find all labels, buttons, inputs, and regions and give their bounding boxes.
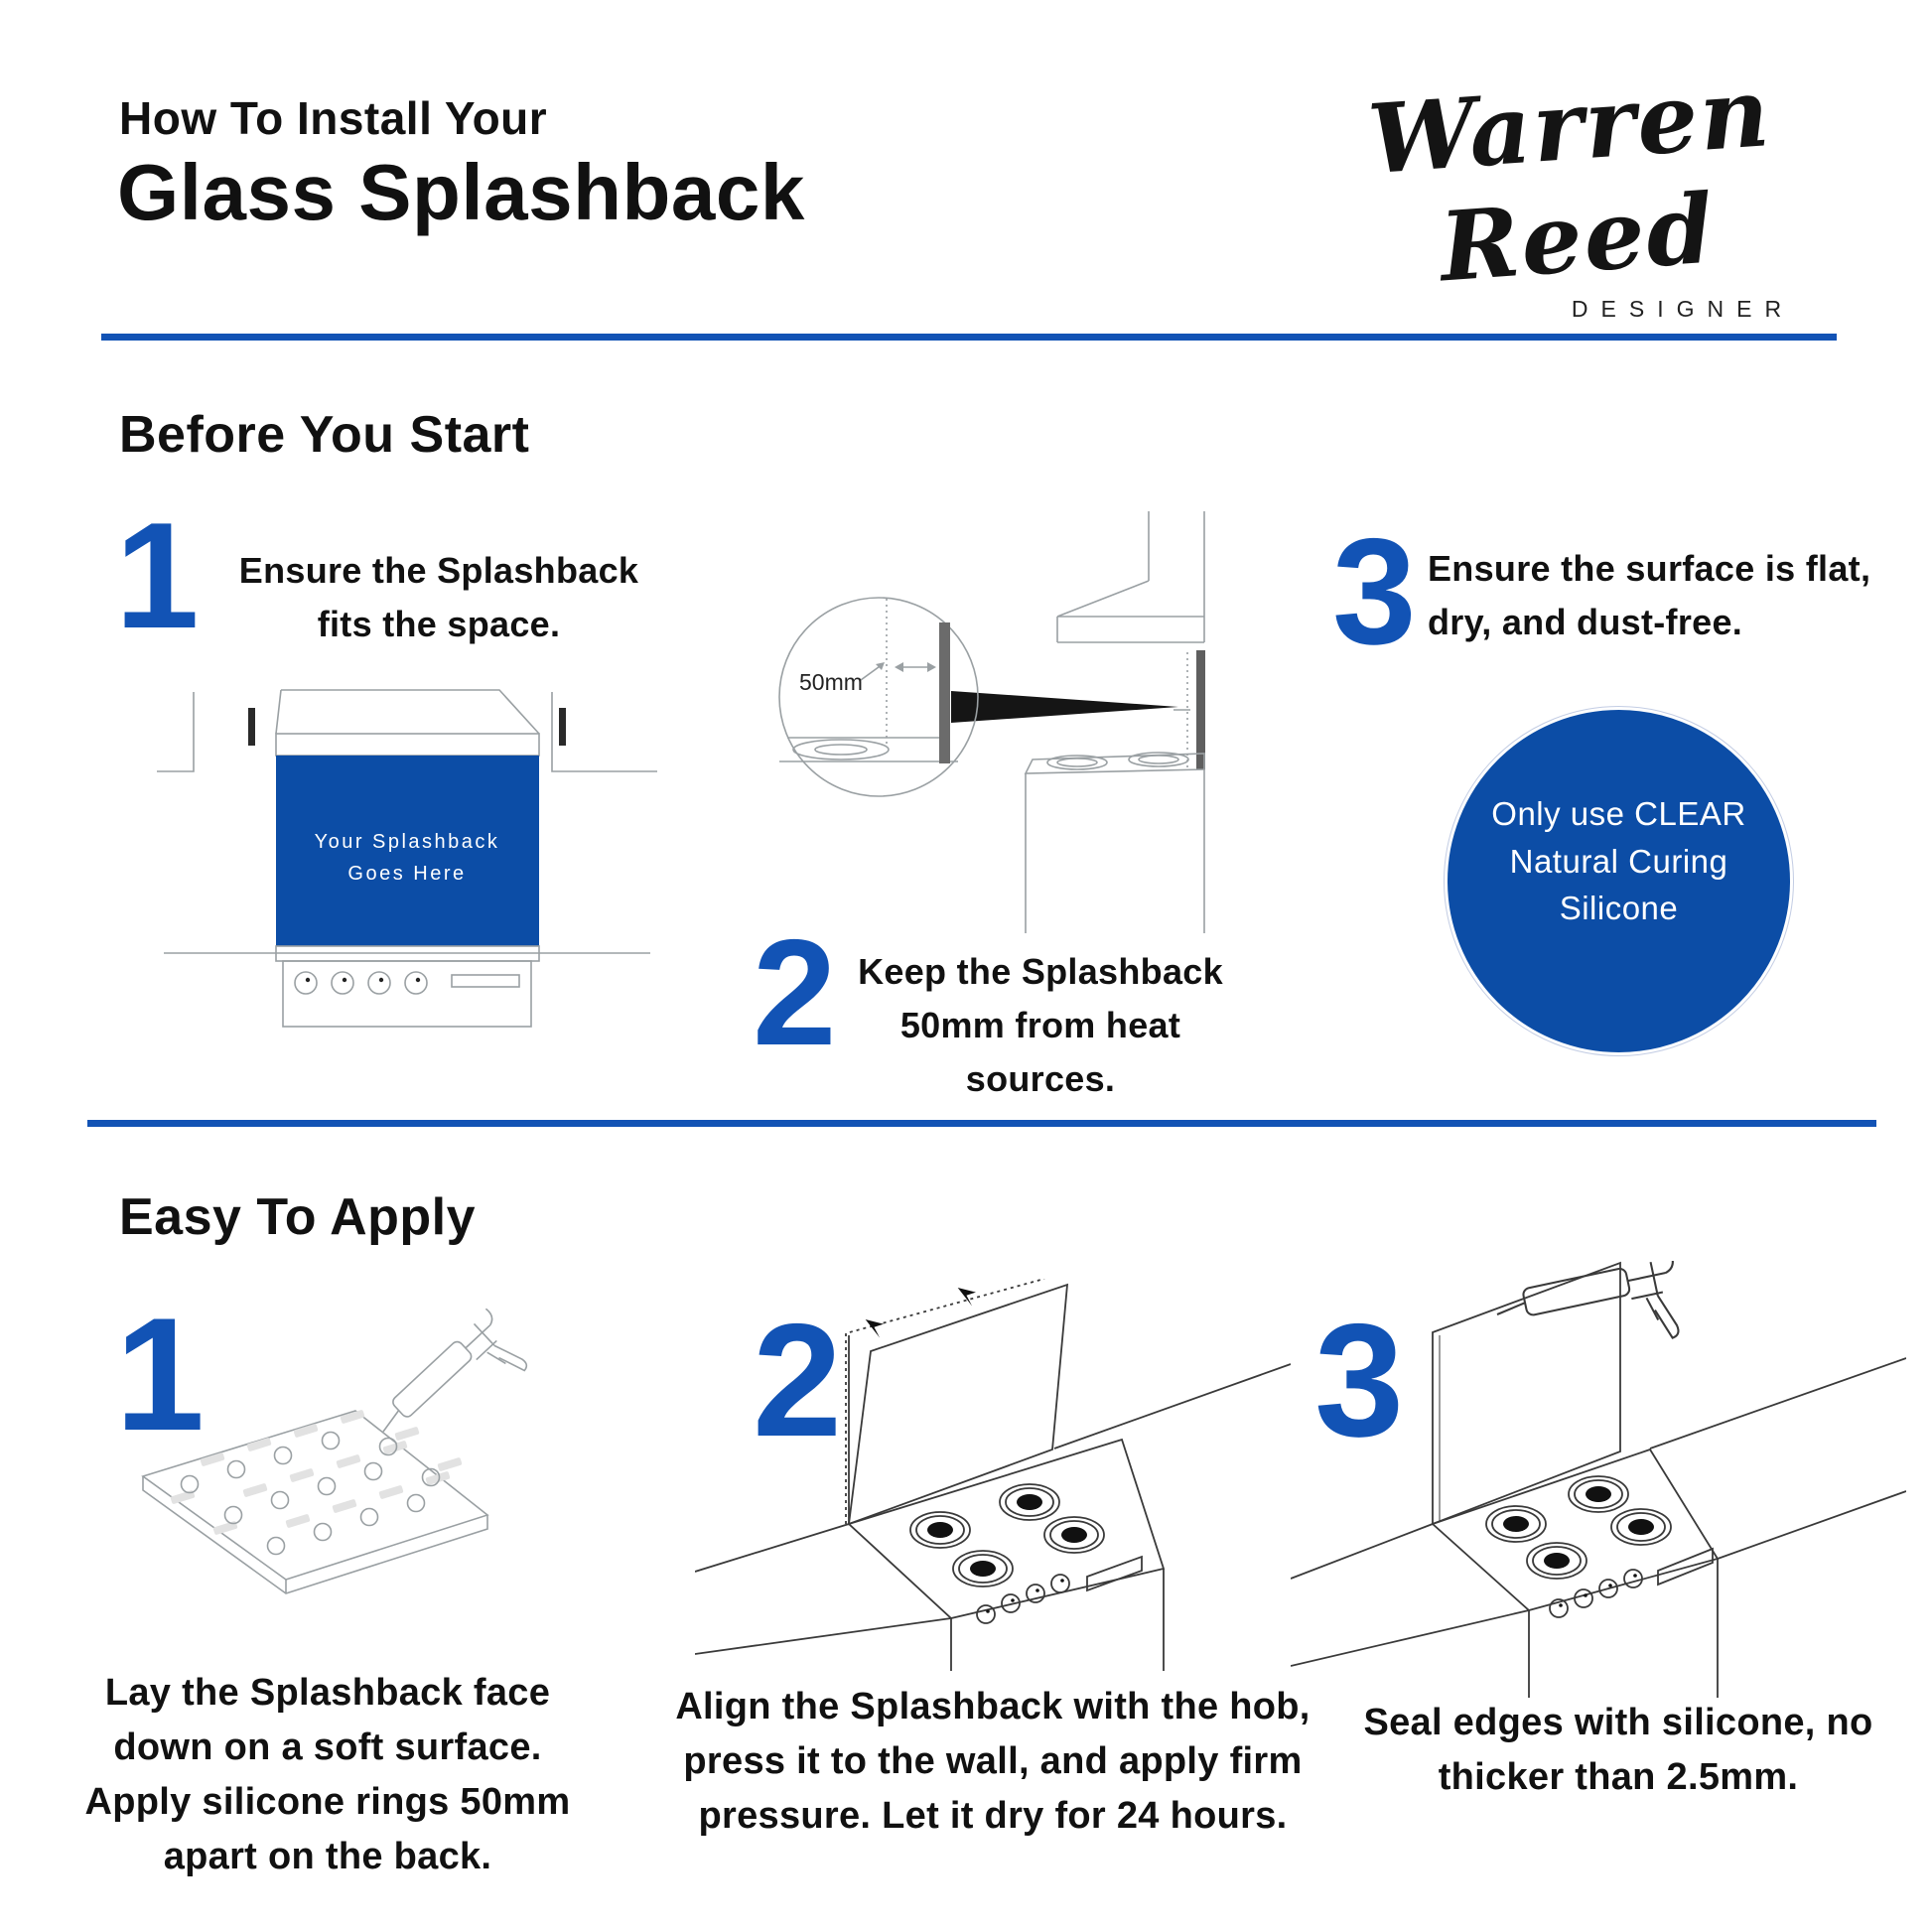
divider-middle (87, 1120, 1876, 1127)
apply-step-1-caption: Lay the Splashback face down on a soft surface. Apply silicone rings 50mm apart on the back. (84, 1672, 571, 1878)
splashback-edge-magnified (939, 622, 950, 763)
step-3-text: Ensure the surface is flat, dry, and dust-free. (1428, 548, 1871, 642)
stove-knob-dots (306, 978, 420, 982)
apply-step-number-3: 3 (1314, 1291, 1405, 1470)
splashback-panel-flat (143, 1411, 487, 1593)
brand-logo (1261, 56, 1886, 323)
apply-step-2-caption: Align the Splashback with the hob, press it to the wall, and apply firm pressure. Let it dry for 24 hours. (675, 1686, 1311, 1838)
brand-subtitle: DESIGNER (1571, 296, 1795, 322)
apply-step-number-2: 2 (753, 1291, 843, 1470)
step-1-text: Ensure the Splashback fits the space. (238, 550, 639, 644)
hob-side-outline (1026, 753, 1204, 933)
badge-line-2: Natural Curing (1509, 842, 1728, 880)
step-number-2: 2 (753, 908, 837, 1077)
page-title: Glass Splashback (117, 148, 805, 236)
brand-signature: Warren Reed (1364, 56, 1775, 304)
step-2-text: Keep the Splashback 50mm from heat sources. (858, 951, 1223, 1099)
section-heading-easy-to-apply: Easy To Apply (119, 1188, 477, 1246)
divider-top (101, 334, 1837, 341)
silicone-warning-badge (1445, 707, 1793, 1055)
apply-step-number-1: 1 (115, 1285, 206, 1464)
badge-line-3: Silicone (1559, 890, 1679, 927)
fit-diagram (149, 667, 665, 1044)
seal-diagram (1291, 1261, 1906, 1698)
cooker-hood-outline (276, 690, 539, 756)
align-diagram (695, 1279, 1291, 1671)
clearance-measure-label: 50mm (799, 669, 863, 695)
cooker-hood-side-outline (1057, 511, 1204, 767)
stove-front-outline (276, 946, 539, 1027)
step-number-3: 3 (1332, 507, 1417, 676)
cabinet-handle-right (559, 708, 566, 746)
apply-step-3-caption: Seal edges with silicone, no thicker than 2.5mm. (1363, 1702, 1873, 1799)
clearance-diagram (750, 511, 1291, 938)
silicone-dash-marks (170, 1410, 462, 1536)
magnifier-callout-pointer (951, 691, 1178, 723)
silicone-rings-diagram (87, 1309, 623, 1651)
badge-line-1: Only use CLEAR (1491, 794, 1746, 832)
step-number-1: 1 (115, 491, 200, 660)
cabinet-handle-left (248, 708, 255, 746)
splashback-edge-side (1196, 650, 1205, 769)
section-heading-before-you-start: Before You Start (119, 406, 530, 464)
page-title-prefix: How To Install Your (119, 92, 548, 144)
splashback-placeholder-label-1: Your Splashback (314, 831, 500, 853)
splashback-placeholder-label-2: Goes Here (347, 863, 467, 885)
